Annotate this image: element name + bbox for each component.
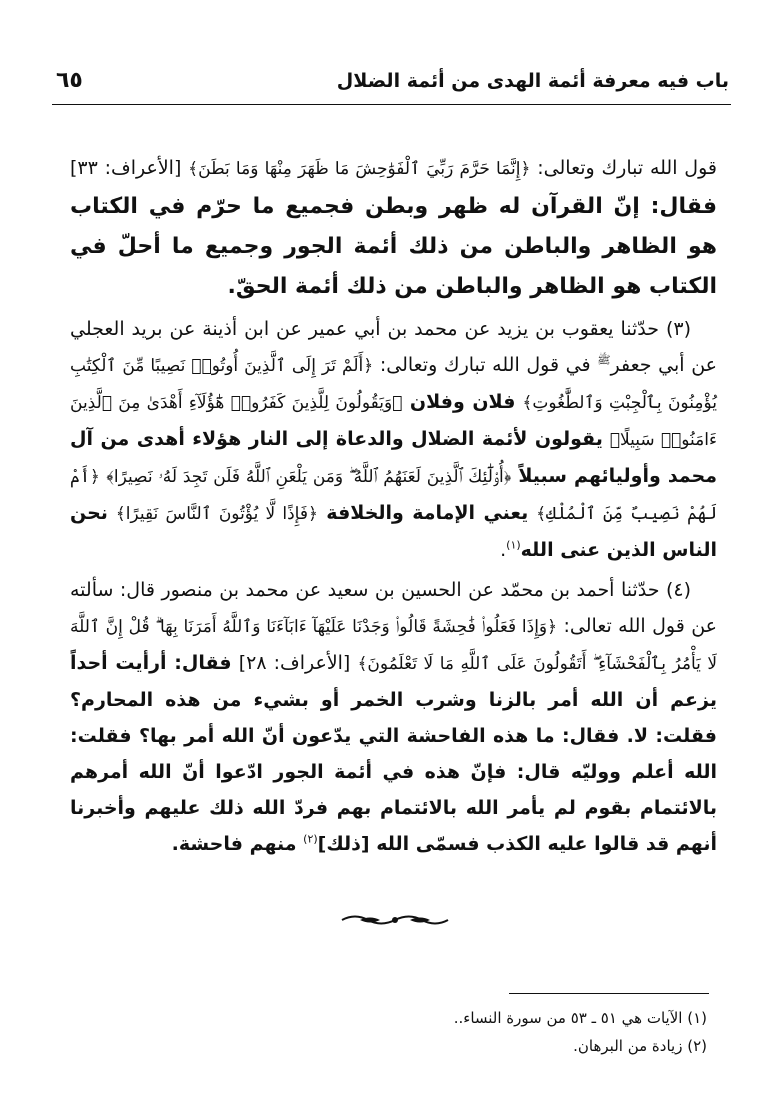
quran-verse: ﴿أَلَمْ تَرَ إِلَى ٱلَّذِينَ أُوتُوا۟ نَصِيبًا مِّنَ ٱلْكِتَٰبِ يُؤْمِنُونَ بِٱلْجِبْتِ وَٱلطَّٰغُوتِ﴾ <box>70 356 717 413</box>
text-segment-bold: نحن الناس الذين عنى الله <box>70 502 717 561</box>
footnote-marker[interactable]: (٢) <box>303 832 318 846</box>
verse-reference: [الأعراف: ٣٣] <box>70 157 182 179</box>
paragraph-1 <box>70 150 717 307</box>
text-segment-bold: فقال: أرأيت أحداً يزعم أن الله أمر بالزنا وشرب الخمر أو بشيء من هذه المحارم؟ فقلت: لا. فقال: ما هذه الفاحشة التي يدّعون أنّ الله أمر بها؟ فقلت: الله أعلم ووليّه قال: فإنّ هذه في أئمة الجور ادّعوا أنّ الله أمرهم بالائتمام بقوم لم يأمر الله بالائتمام بهم فردّ الله ذلك عليهم وأخبرنا أنهم قد قالوا عليه الكذب فسمّى الله [ذلك] <box>70 652 717 855</box>
honorific-glyph: ﷺ <box>597 353 611 367</box>
main-text <box>70 150 717 866</box>
running-header <box>52 66 731 105</box>
running-title: باب فيه معرفة أئمة الهدى من أئمة الضلال <box>336 70 729 92</box>
quran-verse: ﴿وَيَقُولُونَ لِلَّذِينَ كَفَرُوا۟ هَٰٓؤُلَآءِ أَهْدَىٰ مِنَ ٱلَّذِينَ ءَامَنُوا۟ سَبِيلًا﴾ <box>70 393 717 450</box>
text-segment-bold: يقولون لأئمة الضلال والدعاة إلى النار هؤلاء أهدى من آل محمد وأوليائهم سبيلاً <box>70 428 717 487</box>
text-segment: (٤) حدّثنا أحمد بن محمّد عن الحسين بن سعيد عن محمد بن منصور قال: سألته عن قول الله تعالى: <box>70 579 717 637</box>
footnotes <box>300 1004 707 1060</box>
quran-verse: ﴿أَمْ لَهُمْ نَصِيبٌ مِّنَ ٱلْمُلْكِ﴾ <box>70 467 717 524</box>
paragraph-2 <box>70 311 717 568</box>
footnote-separator <box>509 993 709 994</box>
text-segment-bold: منهم فاحشة. <box>171 833 304 855</box>
text-segment: . <box>500 539 507 561</box>
quran-verse: ﴿فَإِذًا لَّا يُؤْتُونَ ٱلنَّاسَ نَقِيرًا﴾ <box>115 504 318 524</box>
text-segment-bold: فلان وفلان <box>402 391 516 413</box>
paragraph-3 <box>70 572 717 862</box>
text-segment: (٣) حدّثنا يعقوب بن يزيد عن محمد بن أبي عمير عن ابن أذينة عن بريد العجلي عن أبي جعفر <box>70 318 717 376</box>
footnote-2: (٢) زيادة من البرهان. <box>573 1037 707 1055</box>
verse-reference: [الأعراف: ٢٨] <box>238 652 351 674</box>
section-divider-ornament <box>340 910 450 930</box>
quran-verse: ﴿أُو۟لَٰٓئِكَ ٱلَّذِينَ لَعَنَهُمُ ٱللَّهُ ۖ وَمَن يَلْعَنِ ٱللَّهُ فَلَن تَجِدَ لَهُۥ نَصِيرًا﴾ <box>106 467 512 487</box>
quran-verse: ﴿إِنَّمَا حَرَّمَ رَبِّيَ ٱلْفَوَٰحِشَ مَا ظَهَرَ مِنْهَا وَمَا بَطَنَ﴾ <box>188 159 531 179</box>
footnote-marker[interactable]: (١) <box>506 538 521 552</box>
text-segment-bold: فقال: إنّ القرآن له ظهر وبطن فجميع ما حرّم في الكتاب هو الظاهر والباطن من ذلك أئمة الجور وجميع ما أحلّ في الكتاب هو الظاهر والباطن من ذلك أئمة الحقّ. <box>70 194 717 299</box>
text-segment-bold: يعني الإمامة والخلافة <box>317 502 529 524</box>
footnote-1: (١) الآيات هي ٥١ ـ ٥٣ من سورة النساء.. <box>453 1009 707 1027</box>
text-segment: في قول الله تبارك وتعالى: <box>373 354 598 376</box>
quran-verse: ﴿وَإِذَا فَعَلُوا۟ فَٰحِشَةً قَالُوا۟ وَجَدْنَا عَلَيْهَآ ءَابَآءَنَا وَٱللَّهُ أَمَرَنَا بِهَا ۗ قُلْ إِنَّ ٱللَّهَ لَا يَأْمُرُ بِٱلْفَحْشَآءِ ۖ أَتَقُولُونَ عَلَى ٱللَّهِ مَا لَا تَعْلَمُونَ﴾ <box>70 617 718 674</box>
text-segment: قول الله تبارك وتعالى: <box>530 157 717 179</box>
page-number: ٦٥ <box>56 68 83 93</box>
